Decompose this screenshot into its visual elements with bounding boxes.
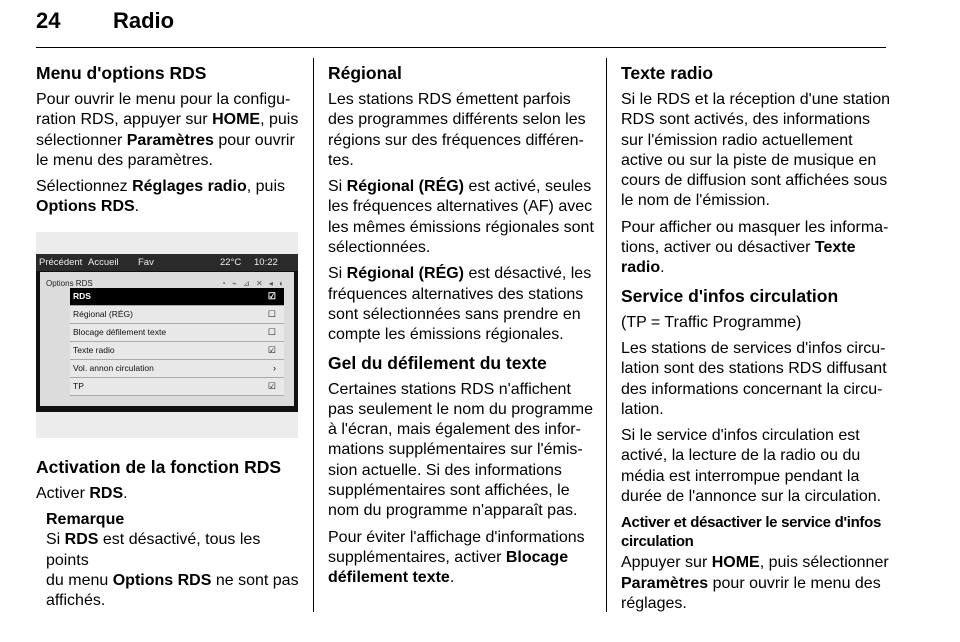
chevron-right-icon: › (273, 362, 276, 373)
back-button-label: Précédent (39, 256, 83, 268)
paragraph: Les stations de services d'infos circu- lation sont des stations RDS diffusant des informations concernant la circu- lation. (621, 339, 887, 418)
temperature-readout: 22°C (220, 256, 242, 268)
column-1 (36, 62, 301, 612)
options-menu (70, 288, 284, 396)
paragraph: Certaines stations RDS n'affichent pas seulement le nom du programme à l'écran, mais également des infor- mations supplémentaires sur l'émis- sion actuelle. Si des informations supplémentaires sont affichées, le nom du programme n'apparaît pas. (328, 380, 594, 520)
paragraph: Pour éviter l'affichage d'informations supplémentaires, activer Blocage défilement texte. (328, 528, 585, 587)
menu-item: TP ☑ (70, 378, 284, 396)
remark-text: Si RDS est désactivé, tous les points du menu Options RDS ne sont pas affichés. (46, 531, 299, 610)
panel-title: Options RDS (46, 278, 93, 288)
menu-item: RDS ☑ (70, 288, 284, 306)
clock-readout: 10:22 (254, 256, 278, 268)
menu-item: Régional (RÉG) ☐ (70, 306, 284, 324)
rds-options-screenshot (36, 232, 298, 438)
paragraph: Si Régional (RÉG) est activé, seules les fréquences alternatives (AF) avec les mêmes émissions régionales sont sélectionnées. (328, 178, 594, 257)
checkbox-icon: ☑ (267, 380, 276, 391)
menu-item: Blocage défilement texte ☐ (70, 324, 284, 342)
section-heading-menu-options-rds: Menu d'options RDS (36, 63, 207, 83)
paragraph: Pour afficher ou masquer les informa- tions, activer ou désactiver Texte radio. (621, 218, 889, 277)
home-button-label: Accueil (88, 256, 119, 268)
paragraph: Pour ouvrir le menu pour la configu- ration RDS, appuyer sur HOME, puis sélectionner Paramètres pour ouvrir le menu des paramètres. (36, 91, 299, 169)
checkbox-icon: ☐ (267, 326, 276, 337)
paragraph: Si le service d'infos circulation est activé, la lecture de la radio ou du média est interrompue pendant la durée de l'annonce sur la circulation. (621, 427, 882, 506)
section-heading-gel-defilement: Gel du défilement du texte (328, 352, 547, 373)
options-panel (40, 272, 294, 406)
paragraph: Sélectionnez Réglages radio, puis Options RDS. (36, 178, 286, 216)
menu-item: Vol. annon circulation › (70, 360, 284, 378)
paragraph: Si le RDS et la réception d'une station RDS sont activés, des informations sur l'émission radio actuellement active ou sur la piste de musique en cours de diffusion sont affichées sous le nom de l'émission. (621, 91, 890, 210)
column-divider (606, 58, 607, 612)
column-divider (313, 58, 314, 612)
paragraph: Activer RDS. (36, 484, 128, 502)
column-2 (328, 62, 600, 595)
checkbox-icon: ☑ (267, 344, 276, 355)
section-heading-texte-radio: Texte radio (621, 63, 714, 83)
infotainment-screen (36, 254, 298, 412)
remark-box (46, 510, 301, 611)
checkbox-icon: ☑ (267, 290, 276, 301)
checkbox-icon: ☐ (267, 308, 276, 319)
section-heading-activation: Activation de la fonction RDS (36, 456, 282, 477)
paragraph: (TP = Traffic Programme) (621, 313, 802, 331)
menu-item: Texte radio ☑ (70, 342, 284, 360)
screen-top-bar (36, 254, 298, 271)
section-heading-regional: Régional (328, 63, 402, 83)
paragraph: Si Régional (RÉG) est désactivé, les fréquences alternatives des stations sont sélectionnées sans prendre en compte les émissions régionales. (328, 265, 592, 344)
remark-title: Remarque (46, 511, 125, 529)
subsection-heading-activer-desactiver: Activer et désactiver le service d'infos circulation (621, 514, 882, 551)
page-header-title: Radio (113, 8, 175, 33)
paragraph: Appuyer sur HOME, puis sélectionner Paramètres pour ouvrir le menu des réglages. (621, 554, 889, 612)
page-number: 24 (36, 8, 61, 33)
section-heading-service-infos: Service d'infos circulation (621, 285, 839, 306)
paragraph: Les stations RDS émettent parfois des programmes différents selon les régions sur des fréquences différen- tes. (328, 91, 586, 169)
fav-button-label: Fav (138, 256, 154, 268)
column-3 (621, 62, 893, 620)
header-rule (36, 47, 886, 48)
status-icons: ◔ ⌁ ⊿ ✕ ◂ ◐ (220, 278, 286, 288)
